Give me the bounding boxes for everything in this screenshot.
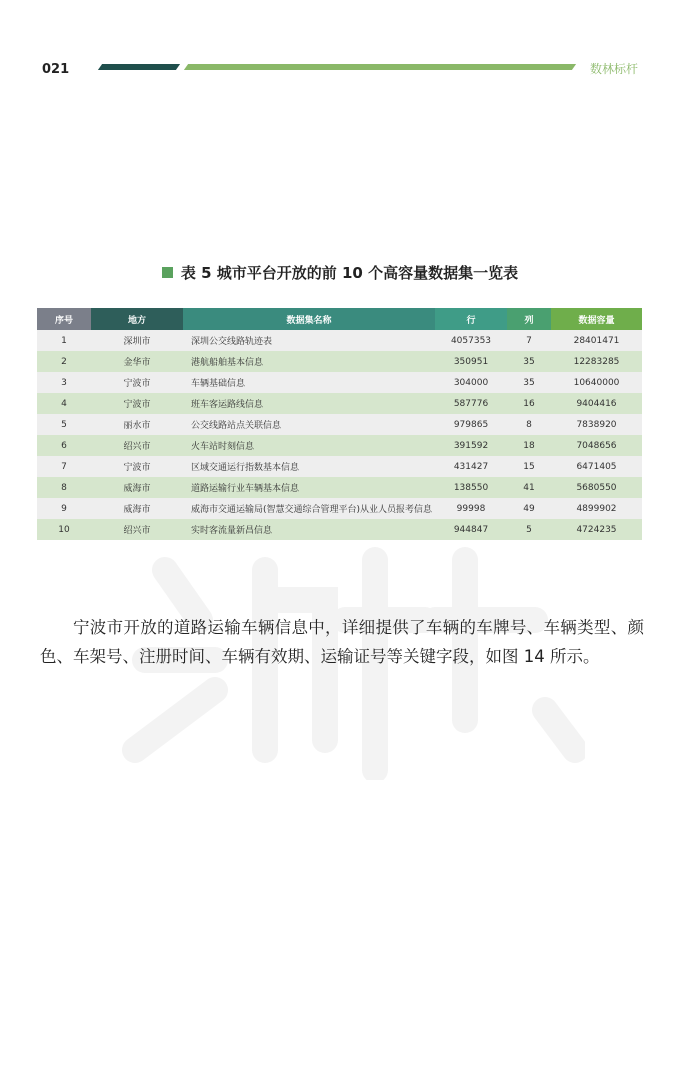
header-region: 地方: [91, 308, 183, 330]
cell-capacity: 9404416: [551, 393, 642, 414]
cell-capacity: 6471405: [551, 456, 642, 477]
cell-region: 宁波市: [91, 393, 183, 414]
table-row: [37, 393, 642, 414]
header-capacity: 数据容量: [551, 308, 642, 330]
table-header-row: [37, 308, 642, 330]
table-row: [37, 477, 642, 498]
cell-rows: 138550: [435, 477, 507, 498]
body-paragraph: 宁波市开放的道路运输车辆信息中，详细提供了车辆的车牌号、车辆类型、颜色、车架号、注册时间、车辆有效期、运输证号等关键字段，如图 14 所示。: [40, 618, 644, 666]
cell-dataset-name: 公交线路站点关联信息: [183, 414, 435, 435]
header-bar-green: [184, 64, 576, 70]
cell-columns: 8: [507, 414, 551, 435]
cell-columns: 41: [507, 477, 551, 498]
caption-text: 表 5 城市平台开放的前 10 个高容量数据集一览表: [180, 264, 519, 282]
cell-columns: 49: [507, 498, 551, 519]
cell-rows: 431427: [435, 456, 507, 477]
cell-rows: 350951: [435, 351, 507, 372]
cell-index: 6: [37, 435, 91, 456]
cell-rows: 979865: [435, 414, 507, 435]
header-index: 序号: [37, 308, 91, 330]
cell-columns: 35: [507, 372, 551, 393]
cell-capacity: 10640000: [551, 372, 642, 393]
cell-capacity: 7838920: [551, 414, 642, 435]
table-row: [37, 519, 642, 540]
cell-region: 深圳市: [91, 330, 183, 351]
table-caption: [0, 262, 680, 283]
cell-region: 威海市: [91, 498, 183, 519]
cell-region: 宁波市: [91, 372, 183, 393]
cell-capacity: 7048656: [551, 435, 642, 456]
cell-columns: 18: [507, 435, 551, 456]
cell-columns: 5: [507, 519, 551, 540]
dataset-table: [37, 308, 642, 540]
cell-dataset-name: 火车站时刻信息: [183, 435, 435, 456]
page-number: 021: [42, 62, 70, 77]
table-row: [37, 435, 642, 456]
cell-index: 3: [37, 372, 91, 393]
cell-capacity: 12283285: [551, 351, 642, 372]
cell-dataset-name: 车辆基础信息: [183, 372, 435, 393]
cell-columns: 16: [507, 393, 551, 414]
cell-index: 1: [37, 330, 91, 351]
brand-label: 数林标杆: [590, 62, 639, 76]
cell-capacity: 28401471: [551, 330, 642, 351]
cell-rows: 944847: [435, 519, 507, 540]
cell-index: 5: [37, 414, 91, 435]
table-row: [37, 498, 642, 519]
cell-region: 威海市: [91, 477, 183, 498]
header-dataset-name: 数据集名称: [183, 308, 435, 330]
cell-capacity: 4899902: [551, 498, 642, 519]
cell-dataset-name: 道路运输行业车辆基本信息: [183, 477, 435, 498]
caption-marker-icon: [162, 267, 173, 278]
cell-region: 绍兴市: [91, 519, 183, 540]
header-rows: 行: [435, 308, 507, 330]
header-bar-dark: [98, 64, 180, 70]
cell-index: 4: [37, 393, 91, 414]
cell-columns: 7: [507, 330, 551, 351]
cell-dataset-name: 深圳公交线路轨迹表: [183, 330, 435, 351]
cell-index: 7: [37, 456, 91, 477]
cell-region: 丽水市: [91, 414, 183, 435]
cell-rows: 587776: [435, 393, 507, 414]
cell-dataset-name: 实时客流量新昌信息: [183, 519, 435, 540]
cell-columns: 15: [507, 456, 551, 477]
table-row: [37, 372, 642, 393]
cell-capacity: 5680550: [551, 477, 642, 498]
cell-columns: 35: [507, 351, 551, 372]
cell-index: 2: [37, 351, 91, 372]
cell-rows: 99998: [435, 498, 507, 519]
cell-rows: 304000: [435, 372, 507, 393]
table-row: [37, 414, 642, 435]
header-columns: 列: [507, 308, 551, 330]
cell-index: 8: [37, 477, 91, 498]
cell-dataset-name: 班车客运路线信息: [183, 393, 435, 414]
cell-region: 金华市: [91, 351, 183, 372]
cell-region: 绍兴市: [91, 435, 183, 456]
cell-index: 10: [37, 519, 91, 540]
cell-rows: 391592: [435, 435, 507, 456]
cell-dataset-name: 区域交通运行指数基本信息: [183, 456, 435, 477]
cell-dataset-name: 威海市交通运输局(智慧交通综合管理平台)从业人员报考信息: [183, 498, 435, 519]
table-row: [37, 456, 642, 477]
table-row: [37, 351, 642, 372]
cell-dataset-name: 港航船舶基本信息: [183, 351, 435, 372]
cell-region: 宁波市: [91, 456, 183, 477]
cell-rows: 4057353: [435, 330, 507, 351]
cell-capacity: 4724235: [551, 519, 642, 540]
cell-index: 9: [37, 498, 91, 519]
table-row: [37, 330, 642, 351]
